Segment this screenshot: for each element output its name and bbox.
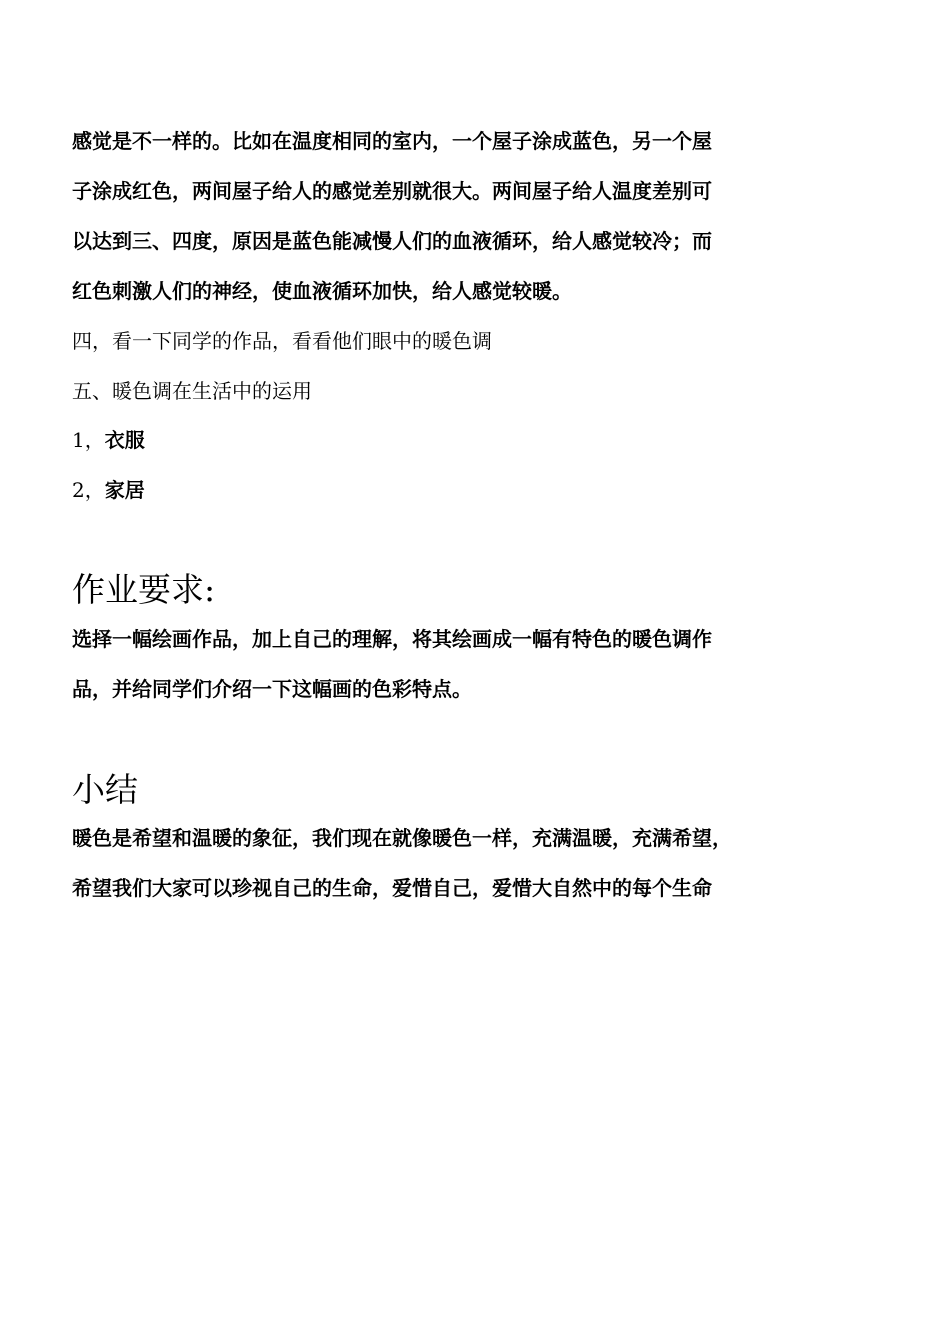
section-five-heading: 五、暖色调在生活中的运用 (72, 379, 312, 403)
list-item-number: 2， (72, 478, 105, 502)
list-item-text: 衣服 (104, 428, 145, 452)
intro-line-2: 子涂成红色，两间屋子给人的感觉差别就很大。两间屋子给人温度差别可 (72, 179, 712, 203)
list-item-text: 家居 (104, 478, 145, 502)
summary-heading: 小结 (72, 770, 138, 809)
list-item (72, 427, 145, 454)
homework-heading: 作业要求: (72, 570, 216, 609)
summary-line-1: 暖色是希望和温暖的象征，我们现在就像暖色一样，充满温暖，充满希望， (72, 826, 732, 850)
list-item-number: 1， (72, 428, 105, 452)
list-item (72, 477, 145, 504)
intro-line-3: 以达到三、四度，原因是蓝色能减慢人们的血液循环，给人感觉较冷；而 (72, 229, 712, 253)
summary-line-2: 希望我们大家可以珍视自己的生命，爱惜自己，爱惜大自然中的每个生命 (72, 876, 712, 900)
intro-line-4: 红色刺激人们的神经，使血液循环加快，给人感觉较暖。 (72, 279, 572, 303)
intro-line-1: 感觉是不一样的。比如在温度相同的室内，一个屋子涂成蓝色，另一个屋 (72, 129, 712, 153)
section-four-heading: 四，看一下同学的作品，看看他们眼中的暖色调 (72, 329, 492, 353)
homework-line-1: 选择一幅绘画作品，加上自己的理解，将其绘画成一幅有特色的暖色调作 (72, 627, 712, 651)
homework-line-2: 品，并给同学们介绍一下这幅画的色彩特点。 (72, 677, 472, 701)
